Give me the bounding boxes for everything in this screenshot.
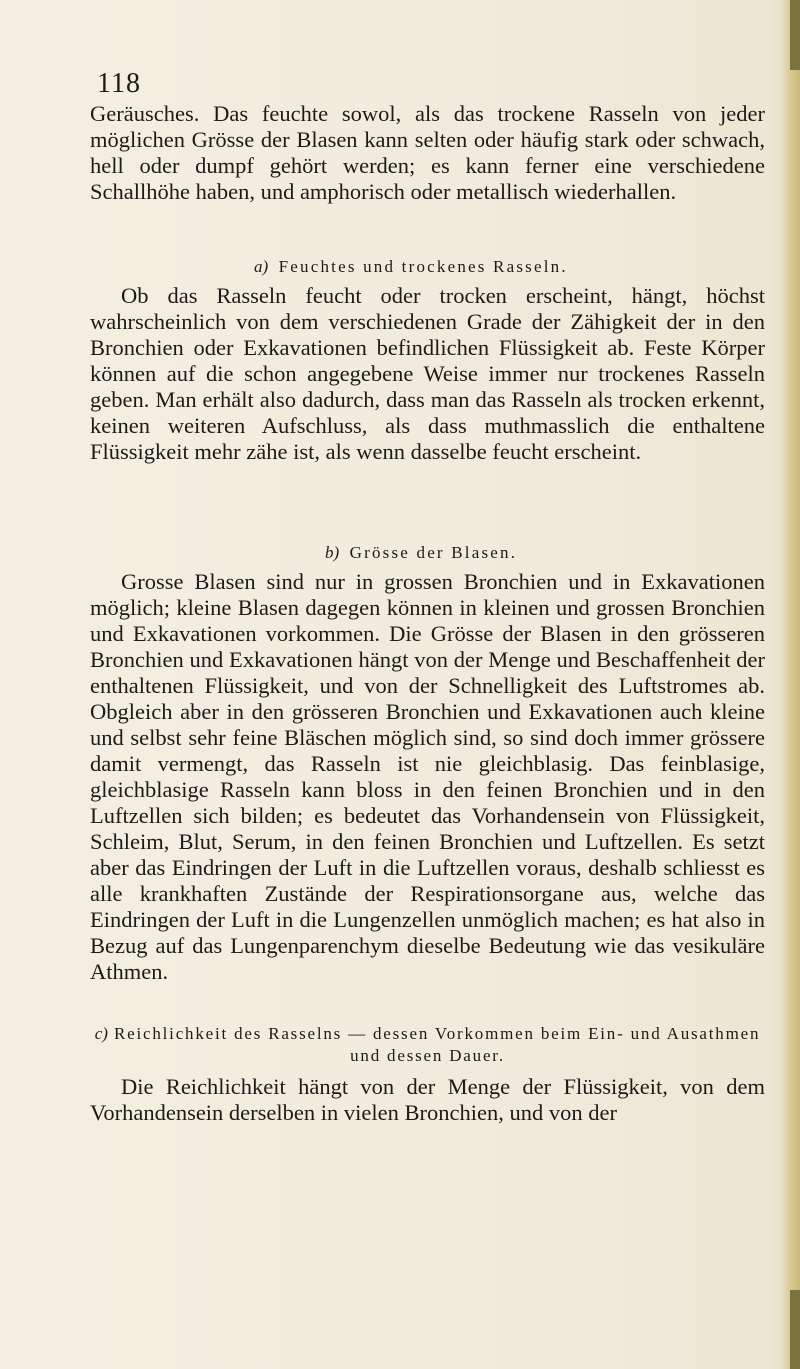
section-title: Grösse der Blasen. — [349, 543, 518, 562]
page-edge-mark-top — [790, 0, 800, 70]
page-edge-mark-bottom — [790, 1290, 800, 1369]
page-edge-shadow — [782, 0, 800, 1369]
section-heading-b — [325, 542, 517, 564]
section-heading-c — [90, 1023, 765, 1067]
paragraph-text: Grosse Blasen sind nur in grossen Bronchien und in Exkavationen möglich; kleine Blasen dagegen können in kleinen und grossen Bronchien und Exkavationen vorkommen. Die Grösse der Blasen in den grösseren Bronchien und Exkavationen hängt von der Menge und Beschaffenheit der enthaltenen Flüssigkeit, und von der Schnelligkeit des Luftstromes ab. Obgleich aber in den grösseren Bronchien und Exkavationen auch kleine und selbst sehr feine Bläschen möglich sind, so sind doch immer grössere damit vermengt, das Rasseln ist nie gleichblasig. Das feinblasige, gleichblasige Rasseln kann bloss in den feinen Bronchien und in den Luftzellen sich bilden; es bedeutet das Vorhandensein von Flüssigkeit, Schleim, Blut, Serum, in den feinen Bronchien und Luftzellen. Es setzt aber das Eindringen der Luft in die Luftzellen voraus, deshalb schliesst es alle krankhaften Zustände der Respirationsorgane aus, welche das Eindringen der Luft in die Lungenzellen unmöglich machen; es hat also in Bezug auf das Lungenparenchym dieselbe Bedeutung wie das vesikuläre Athmen. — [90, 569, 765, 984]
paragraph-text: Geräusches. Das feuchte sowol, als das trockene Rasseln von jeder möglichen Grösse der Blasen kann selten oder häufig stark oder schwach, hell oder dumpf gehört werden; es kann ferner eine verschiedene Schallhöhe haben, und amphorisch oder metallisch wiederhallen. — [90, 101, 765, 204]
paragraph-text: Die Reichlichkeit hängt von der Menge der Flüssigkeit, von dem Vorhandensein derselben in vielen Bronchien, und von der — [90, 1074, 765, 1125]
section-label: c) — [94, 1024, 108, 1043]
paragraph-reichlichkeit — [90, 1074, 765, 1126]
section-title: Feuchtes und trockenes Rasseln. — [278, 257, 568, 276]
paragraph-rasseln-feucht — [90, 283, 765, 465]
section-label: b) — [325, 543, 340, 562]
paragraph-blasen-groesse — [90, 569, 765, 985]
paragraph-continuation — [90, 101, 765, 205]
section-title: Reichlichkeit des Rasselns — dessen Vorkommen beim Ein- und Ausathmen und dessen Dauer. — [114, 1024, 761, 1065]
paragraph-text: Ob das Rasseln feucht oder trocken erscheint, hängt, höchst wahrscheinlich von dem verschiedenen Grade der Zähigkeit der in den Bronchien oder Exkavationen befindlichen Flüssigkeit ab. Feste Körper können auf die schon angegebene Weise immer nur trockenes Rasseln geben. Man erhält also dadurch, dass man das Rasseln als trocken erkennt, keinen weiteren Aufschluss, als dass muthmasslich die enthaltene Flüssigkeit mehr zähe ist, als wenn dasselbe feucht erscheint. — [90, 283, 765, 464]
section-label: a) — [254, 257, 269, 276]
section-heading-a — [254, 256, 568, 278]
page-number: 118 — [97, 68, 141, 99]
